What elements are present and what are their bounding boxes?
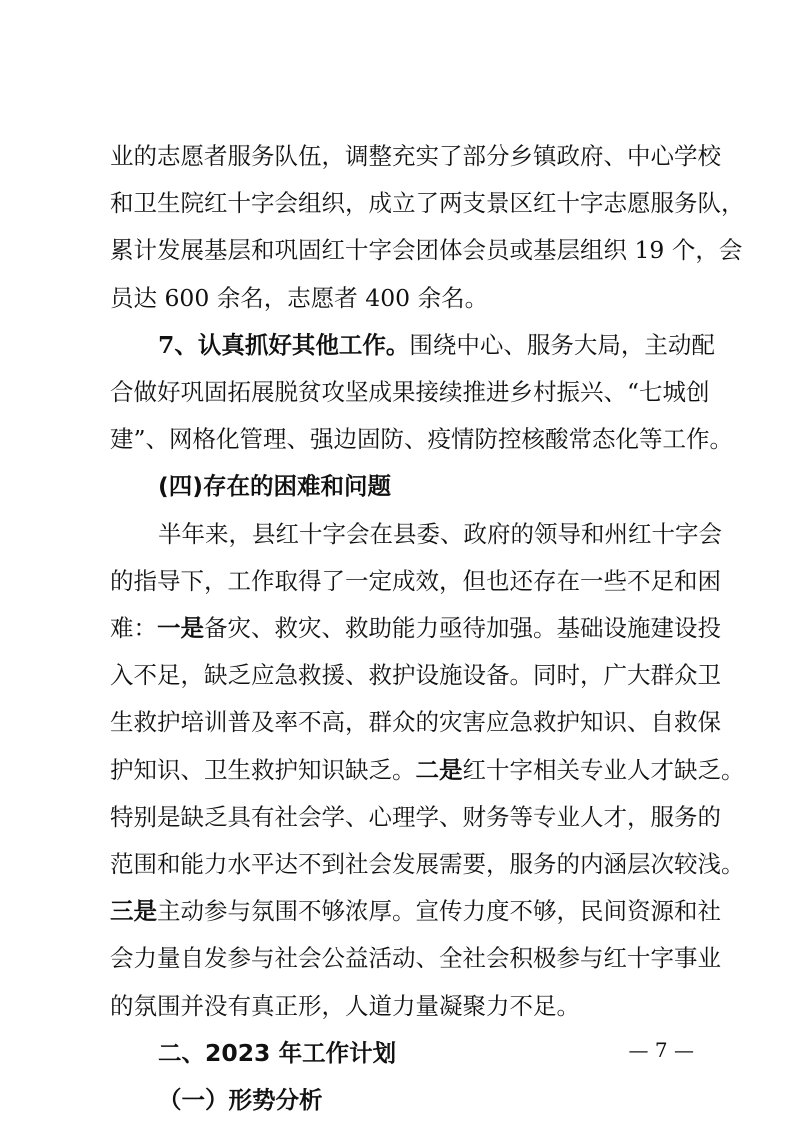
body-line [110,894,721,928]
section-heading-2023-plan: 二、2023 年工作计划 [158,1038,397,1067]
body-text: 主动参与氛围不够浓厚。宣传力度不够，民间资源和社 [157,897,721,926]
body-line: 业的志愿者服务队伍，调整充实了部分乡镇政府、中心学校 [110,142,721,170]
point-three-label: 三是 [110,897,157,926]
body-line: 的氛围并没有真正形，人道力量凝聚力不足。 [110,991,580,1020]
item-7-text: 围绕中心、服务大局，主动配 [409,330,715,359]
page-number: — 7 — [628,1038,694,1062]
point-two-label: 二是 [415,755,463,784]
body-text: 难： [110,614,157,642]
body-line: 合做好巩固拓展脱贫攻坚成果接续推进乡村振兴、“七城创 [110,378,710,406]
section-heading-difficulties: (四)存在的困难和问题 [158,472,391,501]
body-line: 生救护培训普及率不高，群众的灾害应急救护知识、自救保 [110,708,721,737]
body-line: 半年来，县红十字会在县委、政府的领导和州红十字会 [158,519,722,548]
body-text: 红十字相关专业人才缺乏。 [462,755,745,784]
body-line: 和卫生院红十字会组织，成立了两支景区红十字志愿服务队， [110,189,745,218]
body-text: 备灾、救灾、救助能力亟待加强。基础设施建设投 [204,614,721,642]
body-line: 累计发展基层和巩固红十字会团体会员或基层组织 19 个，会 [110,236,743,265]
body-line: 特别是缺乏具有社会学、心理学、财务等专业人才，服务的 [110,802,721,831]
body-line [110,611,721,645]
subsection-heading-situation-analysis: （一）形势分析 [158,1086,323,1114]
body-text: 护知识、卫生救护知识缺乏。 [110,755,416,784]
body-line: 会力量自发参与社会公益活动、全社会积极参与红十字事业 [110,944,721,973]
item-7-heading: 7、认真抓好其他工作。 [158,330,410,359]
body-line: 建”、网格化管理、强边固防、疫情防控核酸常态化等工作。 [110,425,734,454]
body-line: 入不足，缺乏应急救援、救护设施设备。同时，广大群众卫 [110,661,721,690]
body-line: 范围和能力水平达不到社会发展需要，服务的内涵层次较浅。 [110,850,745,878]
body-line [110,753,745,787]
item-7-line [158,328,715,362]
body-line: 的指导下，工作取得了一定成效，但也还存在一些不足和困 [110,566,721,595]
point-one-label: 一是 [157,614,204,642]
body-line: 员达 600 余名，志愿者 400 余名。 [110,283,489,312]
